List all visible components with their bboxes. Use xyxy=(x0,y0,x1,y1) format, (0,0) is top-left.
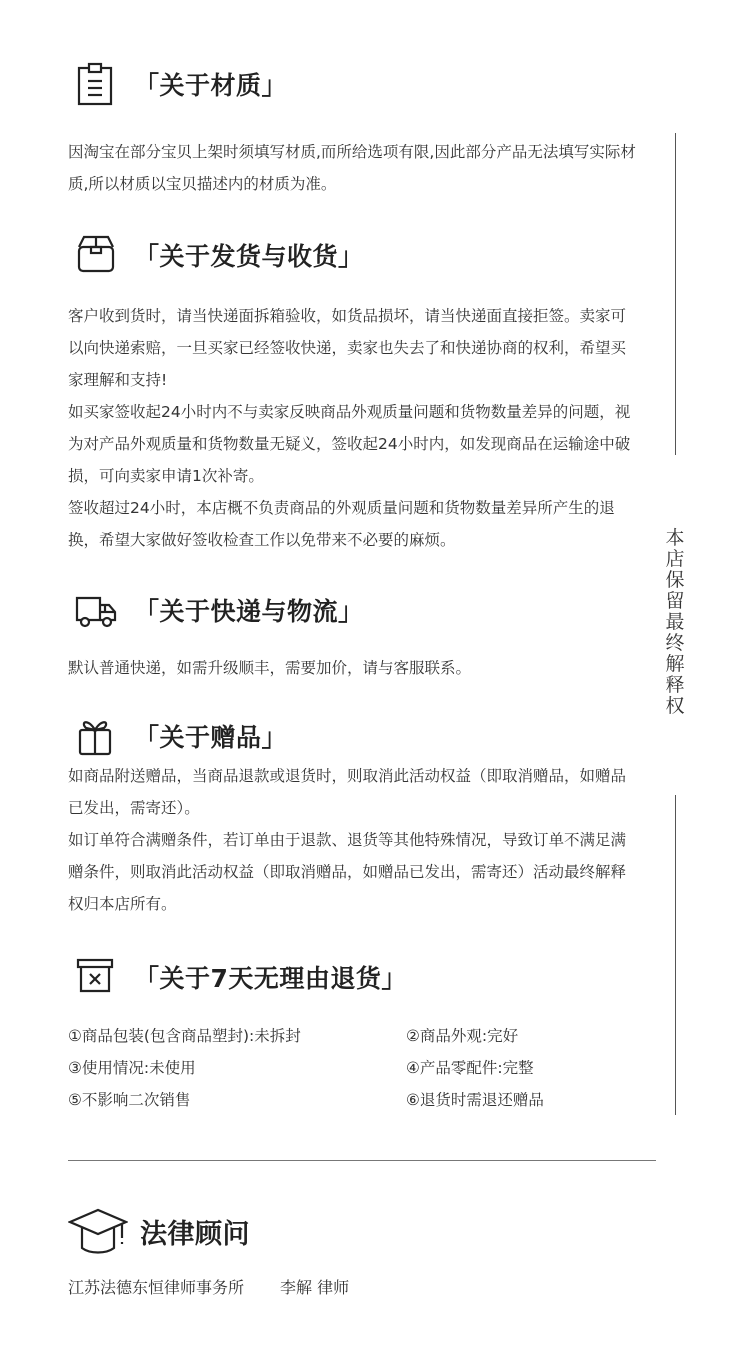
condition-item: ②商品外观:完好 xyxy=(406,1027,519,1045)
graduation-cap-icon xyxy=(68,1206,128,1256)
paragraph: 如订单符合满赠条件，若订单由于退款、退货等其他特殊情况，导致订单不满足满赠条件，则取消此活动权益（即取消赠品，如赠品已发出，需寄还）活动最终解释权归本店所有。 xyxy=(68,831,627,913)
condition-item: ⑤不影响二次销售 xyxy=(68,1091,191,1109)
condition-item: ③使用情况:未使用 xyxy=(68,1059,196,1077)
section-heading-legal xyxy=(68,1206,250,1256)
return-box-icon xyxy=(74,955,118,999)
material-body xyxy=(68,136,640,200)
condition-row xyxy=(68,1052,648,1084)
legal-counsel xyxy=(68,1275,349,1298)
section-heading-return xyxy=(74,955,407,999)
section-heading-gift xyxy=(74,714,287,758)
return-conditions xyxy=(68,1020,648,1116)
truck-icon xyxy=(74,588,118,632)
section-heading-material xyxy=(74,62,287,106)
express-body xyxy=(68,652,640,684)
condition-row xyxy=(68,1020,648,1052)
condition-row xyxy=(68,1084,648,1116)
paragraph: 签收超过24小时，本店概不负责商品的外观质量问题和货物数量差异所产生的退换，希望大家做好签收检查工作以免带来不必要的麻烦。 xyxy=(68,499,615,549)
paragraph: 因淘宝在部分宝贝上架时须填写材质,而所给选项有限,因此部分产品无法填写实际材质,所以材质以宝贝描述内的材质为准。 xyxy=(68,143,636,193)
side-divider-top xyxy=(675,133,676,455)
section-divider xyxy=(68,1160,656,1161)
clipboard-icon xyxy=(74,62,118,106)
section-heading-shipping xyxy=(74,233,364,277)
paragraph: 如商品附送赠品，当商品退款或退货时，则取消此活动权益（即取消赠品，如赠品已发出，需寄还）。 xyxy=(68,767,627,817)
condition-item: ⑥退货时需退还赠品 xyxy=(406,1091,544,1109)
gift-body xyxy=(68,760,640,920)
side-divider-bottom xyxy=(675,795,676,1115)
law-firm-name: 江苏法德东恒律师事务所 xyxy=(68,1278,245,1297)
gift-icon xyxy=(74,714,118,758)
section-title: 「关于7天无理由退货」 xyxy=(134,964,407,993)
paragraph: 如买家签收起24小时内不与卖家反映商品外观质量问题和货物数量差异的问题，视为对产品外观质量和货物数量无疑义，签收起24小时内，如发现商品在运输途中破损，可向卖家申请1次补寄。 xyxy=(68,403,631,485)
lawyer-name: 李解 律师 xyxy=(280,1278,350,1297)
section-title: 「关于发货与收货」 xyxy=(134,242,364,271)
section-title: 「关于赠品」 xyxy=(134,723,288,752)
shipping-body xyxy=(68,300,640,556)
section-title: 「关于快递与物流」 xyxy=(134,597,364,626)
condition-item: ④产品零配件:完整 xyxy=(406,1059,534,1077)
section-title: 「关于材质」 xyxy=(134,71,288,100)
side-note: 本店保留最终解释权 xyxy=(665,527,685,717)
legal-title: 法律顾问 xyxy=(140,1218,250,1250)
condition-item: ①商品包装(包含商品塑封):未拆封 xyxy=(68,1027,301,1045)
box-icon xyxy=(74,233,118,277)
paragraph: 客户收到货时，请当快递面拆箱验收，如货品损坏，请当快递面直接拒签。卖家可以向快递索赔，一旦买家已经签收快递，卖家也失去了和快递协商的权利，希望买家理解和支持! xyxy=(68,307,627,389)
section-heading-express xyxy=(74,588,364,632)
paragraph: 默认普通快递，如需升级顺丰，需要加价，请与客服联系。 xyxy=(68,659,472,677)
